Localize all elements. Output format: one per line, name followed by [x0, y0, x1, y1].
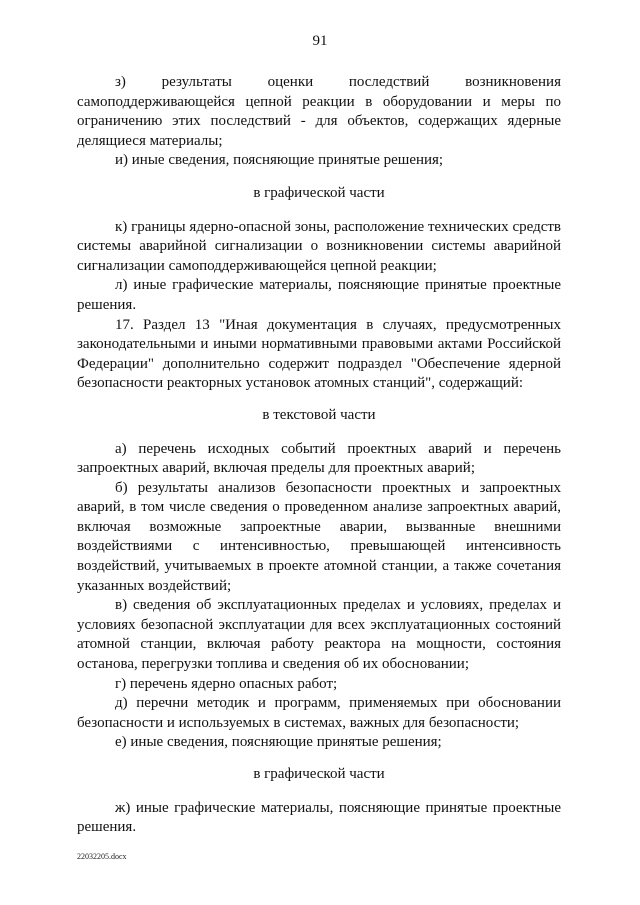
footer-file-code: 22032205.docx	[77, 852, 127, 861]
page-number: 91	[312, 33, 328, 49]
paragraph-zh: ж) иные графические материалы, поясняющие принятые проектные решения.	[77, 799, 561, 836]
section-heading-graphic-2: в графической части	[253, 766, 385, 782]
document-body	[77, 73, 561, 838]
paragraph-d: д) перечни методик и программ, применяемых при обосновании безопасности и используемых в системах, важных для безопасности;	[77, 695, 561, 731]
paragraph-z: з) результаты оценки последствий возникновения самоподдерживающейся цепной реакции в оборудовании и меры по ограничению этих последствий - для объектов, содержащих ядерные делящиеся материалы;	[77, 74, 561, 149]
section-heading-text: в текстовой части	[262, 406, 376, 423]
paragraph-l: л) иные графические материалы, поясняющие принятые проектные решения.	[77, 277, 561, 313]
paragraph-e: е) иные сведения, поясняющие принятые решения;	[115, 734, 442, 751]
paragraph-b: б) результаты анализов безопасности проектных и запроектных аварий, в том числе сведения о проведенном анализе запроектных аварий, включая возможные запроектные аварии, вызванные внешними воздействиями с интенсивностью, превышающей интенсивность воздействий, учитываемых в проекте атомной станции, а также сочетания указанных воздействий;	[77, 479, 561, 594]
paragraph-17: 17. Раздел 13 "Иная документация в случаях, предусмотренных законодательными и иными нормативными правовыми актами Российской Федерации" дополнительно содержит подраздел "Обеспечение ядерной безопасности реакторных установок атомных станций", содержащий:	[77, 316, 561, 392]
paragraph-v: в) сведения об эксплуатационных пределах и условиях, пределах и условиях безопасной эксплуатации для всех эксплуатационных состояний атомной станции, включая работу реактора на мощности, состояния останова, перегрузки топлива и сведения об их обосновании;	[77, 597, 561, 673]
paragraph-a: а) перечень исходных событий проектных аварий и перечень запроектных аварий, включая пределы для проектных аварий;	[77, 440, 561, 477]
paragraph-i: и) иные сведения, поясняющие принятые решения;	[115, 152, 444, 169]
paragraph-k: к) границы ядерно-опасной зоны, расположение технических средств системы аварийной сигнализации о возникновении системы аварийной сигнализации самоподдерживающейся цепной реакции;	[77, 218, 561, 274]
section-heading-graphic-1: в графической части	[253, 184, 385, 201]
paragraph-g: г) перечень ядерно опасных работ;	[115, 675, 338, 692]
